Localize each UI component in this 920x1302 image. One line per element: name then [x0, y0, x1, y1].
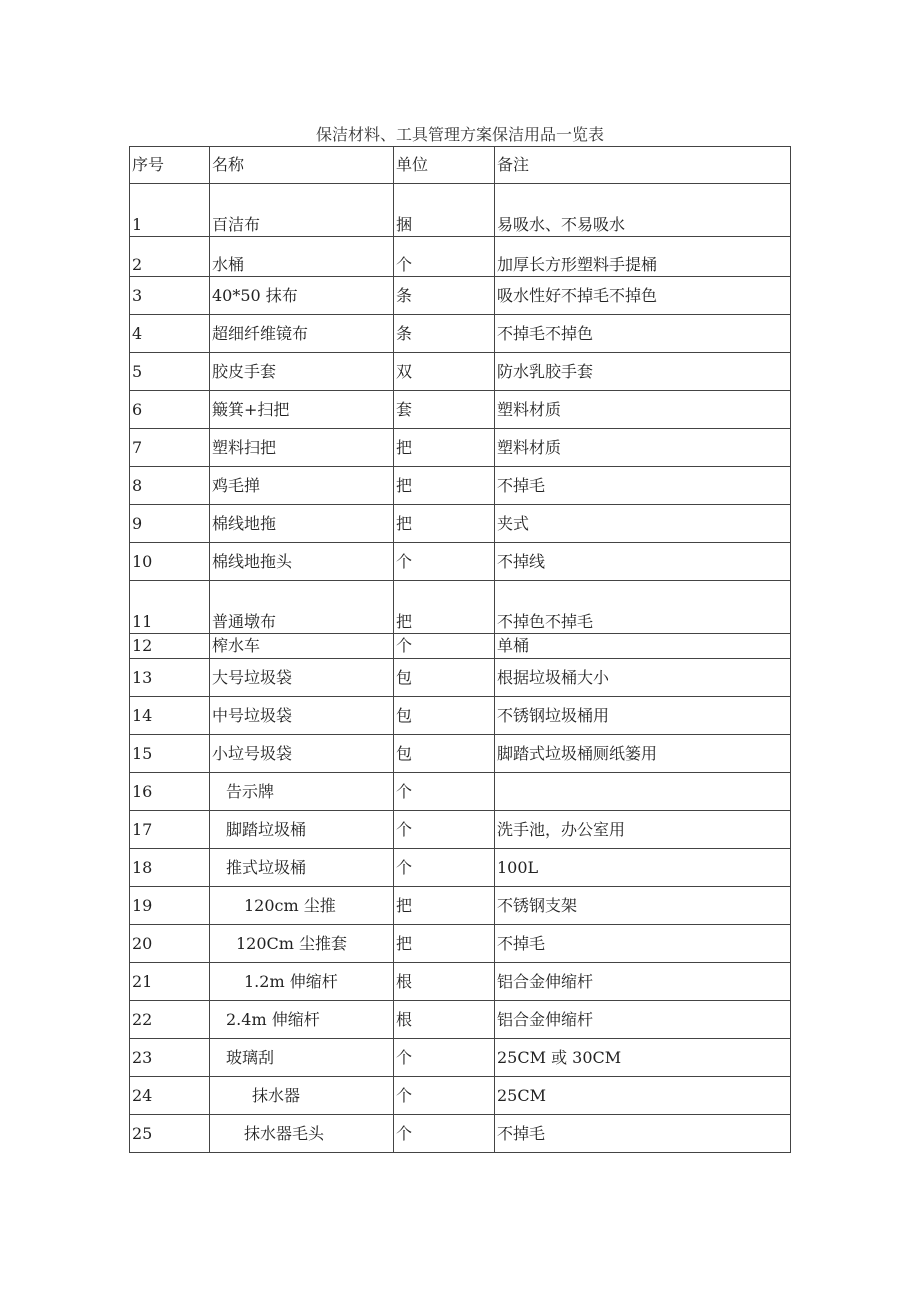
- supplies-table: [129, 146, 791, 1153]
- row-number-cell: 19: [130, 887, 210, 925]
- table-row: [130, 811, 791, 849]
- row-number-cell: 25: [130, 1115, 210, 1153]
- item-name-cell: 脚踏垃圾桶: [210, 811, 394, 849]
- item-name-cell: 告示牌: [210, 773, 394, 811]
- unit-cell: 个: [394, 1039, 495, 1077]
- table-row: [130, 353, 791, 391]
- row-number-cell: 21: [130, 963, 210, 1001]
- row-number-cell: 3: [130, 277, 210, 315]
- item-name-cell: 水桶: [210, 237, 394, 277]
- row-number-cell: 11: [130, 581, 210, 634]
- note-cell: 不锈钢垃圾桶用: [495, 697, 791, 735]
- note-cell: 不掉色不掉毛: [495, 581, 791, 634]
- unit-cell: 个: [394, 849, 495, 887]
- table-row: [130, 697, 791, 735]
- table-row: [130, 429, 791, 467]
- item-name-cell: 鸡毛掸: [210, 467, 394, 505]
- table-row: [130, 505, 791, 543]
- item-name-cell: 玻璃刮: [210, 1039, 394, 1077]
- item-name-cell: 40*50 抹布: [210, 277, 394, 315]
- unit-cell: 把: [394, 467, 495, 505]
- row-number-cell: 15: [130, 735, 210, 773]
- table-row: [130, 925, 791, 963]
- unit-cell: 个: [394, 634, 495, 659]
- note-cell: [495, 773, 791, 811]
- note-cell: 吸水性好不掉毛不掉色: [495, 277, 791, 315]
- document-title: 保洁材料、工具管理方案保洁用品一览表: [315, 125, 604, 144]
- note-cell: 不掉毛不掉色: [495, 315, 791, 353]
- unit-cell: 把: [394, 887, 495, 925]
- table-row: [130, 735, 791, 773]
- unit-cell: 个: [394, 1077, 495, 1115]
- unit-cell: 个: [394, 811, 495, 849]
- table-row: [130, 315, 791, 353]
- table-row: [130, 1115, 791, 1153]
- row-number-cell: 1: [130, 184, 210, 237]
- item-name-cell: 棉线地拖: [210, 505, 394, 543]
- unit-cell: 把: [394, 505, 495, 543]
- row-number-cell: 7: [130, 429, 210, 467]
- note-cell: 防水乳胶手套: [495, 353, 791, 391]
- note-cell: 易吸水、不易吸水: [495, 184, 791, 237]
- row-number-cell: 22: [130, 1001, 210, 1039]
- item-name-cell: 胶皮手套: [210, 353, 394, 391]
- table-row: [130, 634, 791, 659]
- item-name-cell: 1.2m 伸缩杆: [210, 963, 394, 1001]
- unit-cell: 条: [394, 315, 495, 353]
- item-name-cell: 塑料扫把: [210, 429, 394, 467]
- unit-cell: 捆: [394, 184, 495, 237]
- row-number-cell: 14: [130, 697, 210, 735]
- unit-cell: 条: [394, 277, 495, 315]
- table-row: [130, 1001, 791, 1039]
- table-row: [130, 773, 791, 811]
- row-number-cell: 20: [130, 925, 210, 963]
- note-cell: 不锈钢支架: [495, 887, 791, 925]
- item-name-cell: 120Cm 尘推套: [210, 925, 394, 963]
- table-row: [130, 391, 791, 429]
- unit-cell: 包: [394, 697, 495, 735]
- unit-cell: 包: [394, 659, 495, 697]
- table-row: [130, 277, 791, 315]
- row-number-cell: 10: [130, 543, 210, 581]
- item-name-cell: 普通墩布: [210, 581, 394, 634]
- row-number-cell: 2: [130, 237, 210, 277]
- header-cell: 单位: [394, 147, 495, 184]
- table-row: [130, 581, 791, 634]
- note-cell: 不掉线: [495, 543, 791, 581]
- row-number-cell: 23: [130, 1039, 210, 1077]
- table-row: [130, 1077, 791, 1115]
- table-row: [130, 237, 791, 277]
- row-number-cell: 18: [130, 849, 210, 887]
- table-row: [130, 887, 791, 925]
- note-cell: 不掉毛: [495, 925, 791, 963]
- note-cell: 洗手池，办公室用: [495, 811, 791, 849]
- item-name-cell: 120cm 尘推: [210, 887, 394, 925]
- row-number-cell: 12: [130, 634, 210, 659]
- item-name-cell: 抹水器: [210, 1077, 394, 1115]
- unit-cell: 根: [394, 963, 495, 1001]
- table-row: [130, 1039, 791, 1077]
- item-name-cell: 推式垃圾桶: [210, 849, 394, 887]
- note-cell: 塑料材质: [495, 429, 791, 467]
- table-row: [130, 659, 791, 697]
- item-name-cell: 簸箕+扫把: [210, 391, 394, 429]
- item-name-cell: 抹水器毛头: [210, 1115, 394, 1153]
- note-cell: 25CM 或 30CM: [495, 1039, 791, 1077]
- row-number-cell: 9: [130, 505, 210, 543]
- item-name-cell: 榨水车: [210, 634, 394, 659]
- item-name-cell: 小垃号圾袋: [210, 735, 394, 773]
- note-cell: 铝合金伸缩杆: [495, 1001, 791, 1039]
- row-number-cell: 8: [130, 467, 210, 505]
- unit-cell: 双: [394, 353, 495, 391]
- row-number-cell: 6: [130, 391, 210, 429]
- note-cell: 根据垃圾桶大小: [495, 659, 791, 697]
- unit-cell: 包: [394, 735, 495, 773]
- item-name-cell: 2.4m 伸缩杆: [210, 1001, 394, 1039]
- note-cell: 25CM: [495, 1077, 791, 1115]
- unit-cell: 个: [394, 1115, 495, 1153]
- note-cell: 单桶: [495, 634, 791, 659]
- note-cell: 夹式: [495, 505, 791, 543]
- unit-cell: 把: [394, 581, 495, 634]
- unit-cell: 根: [394, 1001, 495, 1039]
- header-cell: 序号: [130, 147, 210, 184]
- row-number-cell: 5: [130, 353, 210, 391]
- row-number-cell: 4: [130, 315, 210, 353]
- header-cell: 备注: [495, 147, 791, 184]
- table-row: [130, 543, 791, 581]
- unit-cell: 套: [394, 391, 495, 429]
- table-row: [130, 467, 791, 505]
- note-cell: 100L: [495, 849, 791, 887]
- table-header-row: [130, 147, 791, 184]
- item-name-cell: 棉线地拖头: [210, 543, 394, 581]
- unit-cell: 把: [394, 925, 495, 963]
- table-row: [130, 849, 791, 887]
- note-cell: 不掉毛: [495, 1115, 791, 1153]
- row-number-cell: 24: [130, 1077, 210, 1115]
- row-number-cell: 16: [130, 773, 210, 811]
- unit-cell: 把: [394, 429, 495, 467]
- note-cell: 塑料材质: [495, 391, 791, 429]
- note-cell: 不掉毛: [495, 467, 791, 505]
- note-cell: 加厚长方形塑料手提桶: [495, 237, 791, 277]
- item-name-cell: 中号垃圾袋: [210, 697, 394, 735]
- table-row: [130, 184, 791, 237]
- row-number-cell: 13: [130, 659, 210, 697]
- unit-cell: 个: [394, 543, 495, 581]
- note-cell: 铝合金伸缩杆: [495, 963, 791, 1001]
- item-name-cell: 百洁布: [210, 184, 394, 237]
- unit-cell: 个: [394, 773, 495, 811]
- header-cell: 名称: [210, 147, 394, 184]
- item-name-cell: 超细纤维镜布: [210, 315, 394, 353]
- table-row: [130, 963, 791, 1001]
- unit-cell: 个: [394, 237, 495, 277]
- row-number-cell: 17: [130, 811, 210, 849]
- item-name-cell: 大号垃圾袋: [210, 659, 394, 697]
- note-cell: 脚踏式垃圾桶厕纸篓用: [495, 735, 791, 773]
